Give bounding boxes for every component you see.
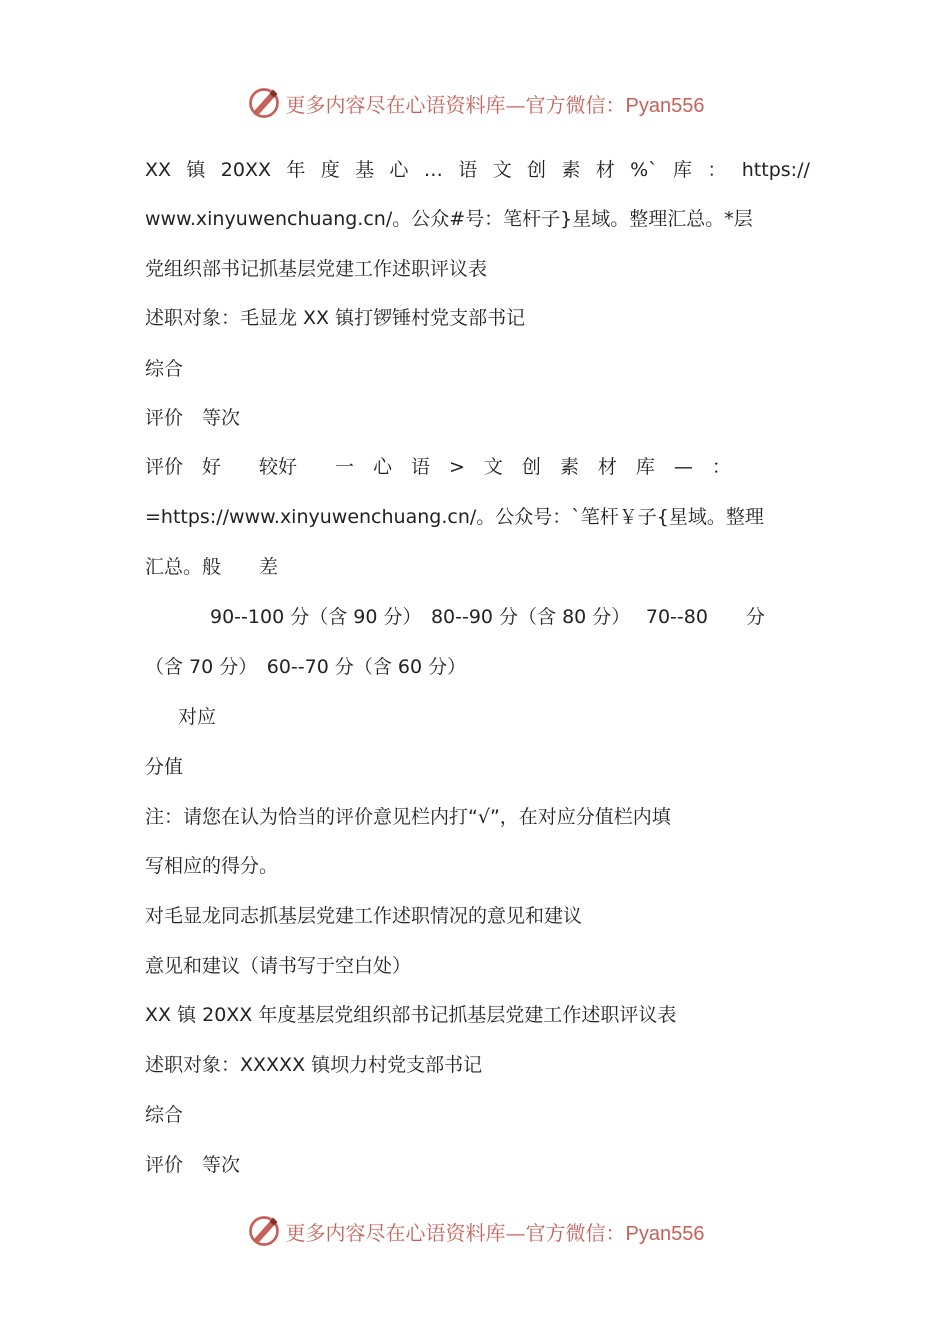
doc-line-19: 述职对象：XXXXX 镇坝力村党支部书记 (145, 1054, 483, 1076)
doc-line-21: 评价 等次 (145, 1154, 241, 1176)
doc-line-10: 90--100 分（含 90 分） 80--90 分（含 80 分） 70--80 分 (210, 606, 765, 628)
doc-line-1-token: ： (707, 159, 727, 181)
doc-line-1-token: %` (630, 159, 658, 181)
doc-line-20: 综合 (145, 1104, 184, 1126)
banner-title: 更多内容尽在心语资料库—官方微信： (285, 1220, 626, 1245)
doc-line-1-token: 素 (561, 159, 581, 181)
doc-line-5: 综合 (145, 358, 184, 380)
doc-line-1-token: 材 (595, 159, 615, 181)
doc-line-1-token: 心 (389, 159, 409, 181)
doc-line-1-token: 年 (286, 159, 306, 181)
doc-line-9: 汇总。般 差 (145, 556, 279, 578)
pen-logo-icon (246, 1213, 282, 1249)
doc-line-1-token: 基 (355, 159, 375, 181)
doc-line-1-token: … (423, 159, 443, 181)
doc-line-14: 注：请您在认为恰当的评价意见栏内打“√”，在对应分值栏内填 (145, 806, 671, 828)
doc-line-1-token: 镇 (186, 159, 206, 181)
doc-line-2: www.xinyuwenchuang.cn/。公众#号：笔杆子}星域。整理汇总。*层 (145, 208, 753, 230)
doc-line-1-token: 文 (492, 159, 512, 181)
doc-line-17: 意见和建议（请书写于空白处） (145, 955, 412, 977)
doc-line-18: XX 镇 20XX 年度基层党组织部书记抓基层党建工作述职评议表 (145, 1004, 677, 1026)
doc-line-3: 党组织部书记抓基层党建工作述职评议表 (145, 258, 488, 280)
doc-line-15: 写相应的得分。 (145, 855, 279, 877)
doc-line-1-token: XX (145, 159, 172, 181)
pen-logo-icon (246, 85, 282, 121)
banner-text (286, 1217, 705, 1246)
banner-wechat-id: Pyan556 (625, 94, 705, 117)
banner-title: 更多内容尽在心语资料库—官方微信： (285, 92, 626, 117)
doc-line-1-token: https:// (741, 159, 810, 181)
doc-line-13: 分值 (145, 756, 184, 778)
doc-line-6: 评价 等次 (145, 407, 241, 429)
doc-line-16: 对毛显龙同志抓基层党建工作述职情况的意见和建议 (145, 905, 583, 927)
doc-line-1-token: 创 (526, 159, 546, 181)
doc-line-8: =https://www.xinyuwenchuang.cn/。公众号：`笔杆￥子{星域。整理 (145, 506, 764, 528)
footer-watermark-banner (0, 1211, 950, 1251)
doc-line-1 (145, 157, 810, 183)
doc-line-1-token: 度 (320, 159, 340, 181)
doc-line-1-token: 语 (458, 159, 478, 181)
doc-line-4: 述职对象：毛显龙 XX 镇打锣锤村党支部书记 (145, 307, 526, 329)
banner-wechat-id: Pyan556 (625, 1222, 705, 1245)
banner-text (286, 89, 705, 118)
doc-line-11: （含 70 分） 60--70 分（含 60 分） (145, 656, 467, 678)
doc-line-1-token: 20XX (220, 159, 271, 181)
header-watermark-banner (0, 83, 950, 123)
doc-line-7: 评价 好 较好 一 心 语 > 文 创 素 材 库 — ： (145, 456, 731, 478)
doc-line-1-token: 库 (673, 159, 693, 181)
doc-line-12: 对应 (178, 706, 217, 728)
